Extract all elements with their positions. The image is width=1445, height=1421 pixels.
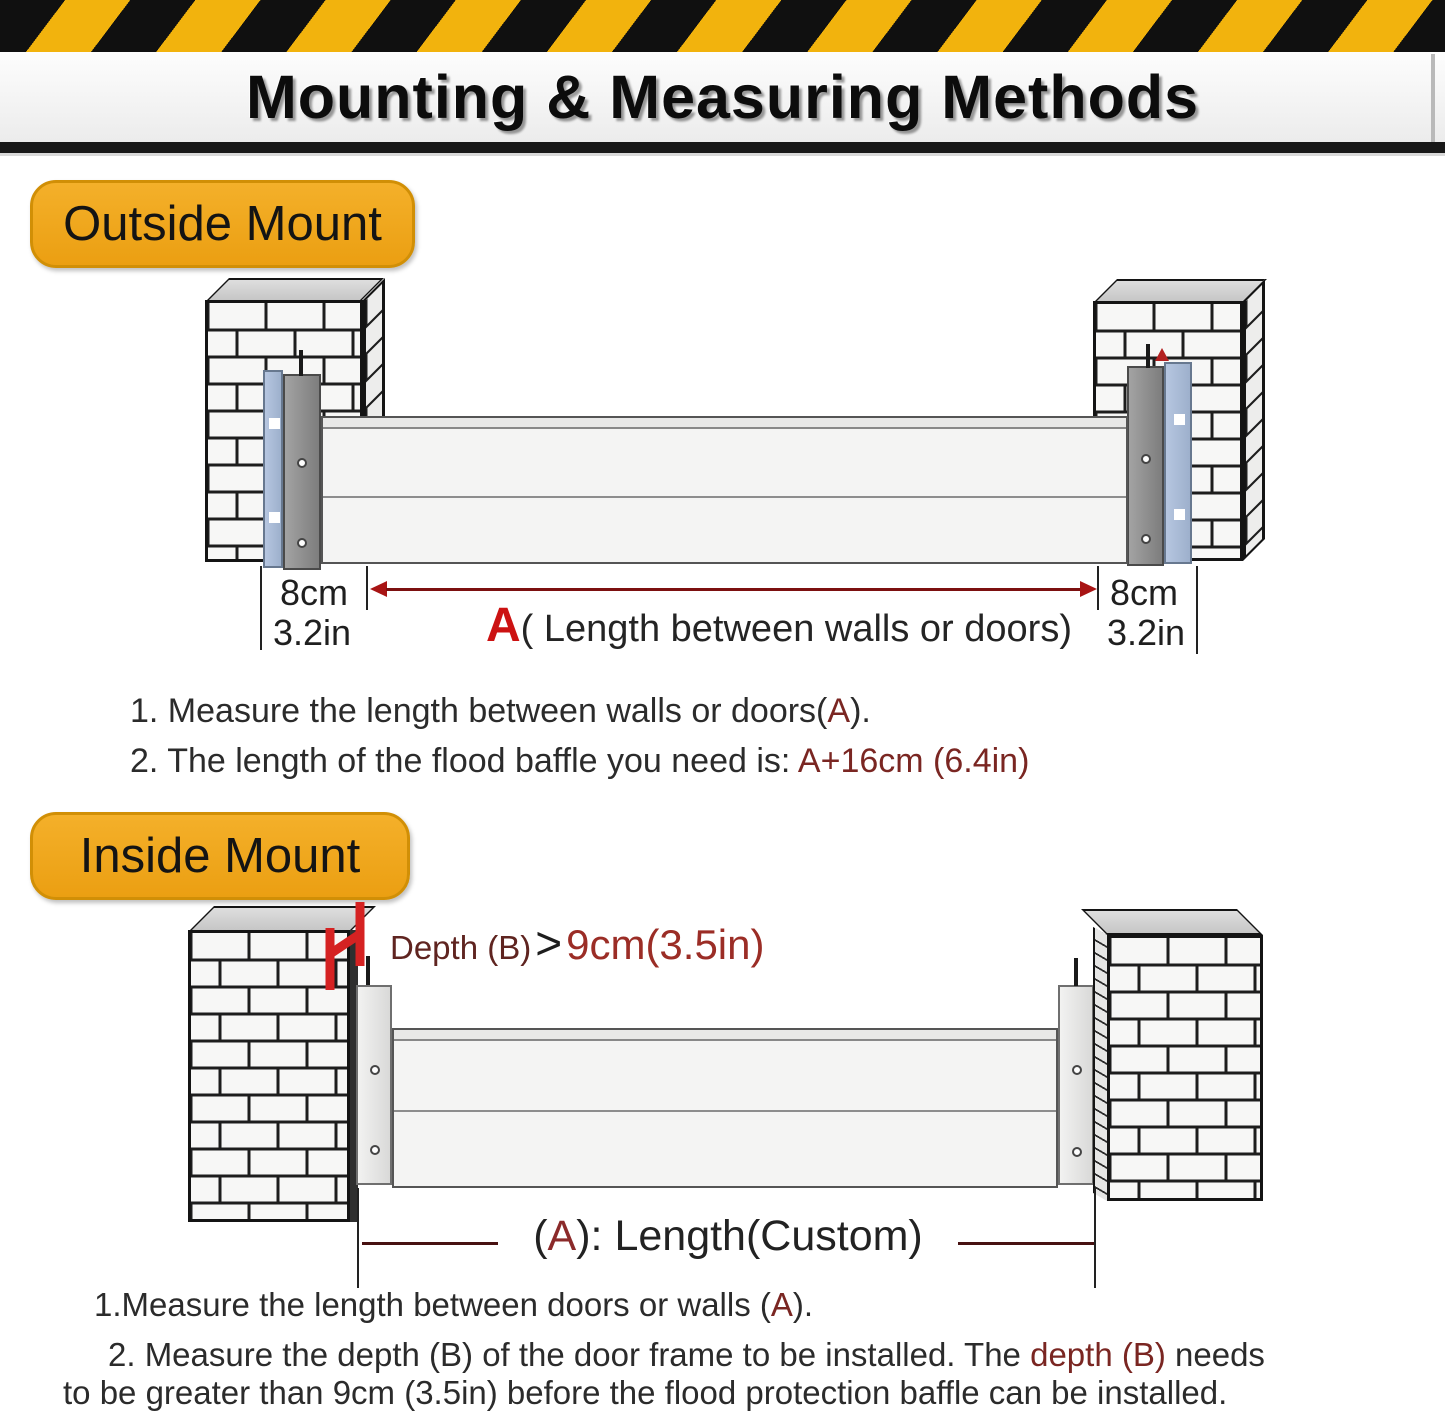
hazard-stripe-banner <box>0 0 1445 52</box>
header-divider-bar <box>0 142 1445 153</box>
mounting-rail-seal-left <box>263 370 283 568</box>
photo-edge-line <box>1431 54 1435 142</box>
screw-dot <box>1072 1065 1082 1075</box>
instruction-highlight: A <box>770 1286 793 1323</box>
flood-barrier-inside <box>392 1028 1058 1188</box>
depth-value: 9cm(3.5in) <box>566 921 765 968</box>
instruction-highlight: A <box>827 692 851 730</box>
red-arrow-up-icon <box>1155 348 1169 361</box>
dimension-tick <box>366 566 368 610</box>
anchor-bolt <box>1146 344 1150 368</box>
label-highlight: A <box>547 1212 577 1260</box>
seal-dot <box>269 418 280 429</box>
span-length-text: ( Length between walls or doors) <box>520 608 1072 650</box>
mounting-rail-left-outside <box>283 374 321 570</box>
label-text: ): Length(Custom) <box>576 1212 923 1260</box>
instruction-text: 1.Measure the length between doors or walls ( <box>94 1286 771 1323</box>
barrier-panel-divider <box>394 1110 1056 1112</box>
depth-bracket-marker <box>316 892 380 996</box>
dim-label-left-cm: 8cm <box>279 572 348 613</box>
title-band <box>0 52 1445 142</box>
inside-mount-badge <box>30 812 410 900</box>
pillar-top-face <box>205 278 384 302</box>
screw-dot <box>370 1065 380 1075</box>
barrier-panel-divider <box>323 496 1126 498</box>
dimension-tick <box>357 1188 359 1288</box>
barrier-top-lip <box>323 418 1126 429</box>
instruction-text: ). <box>792 1286 814 1323</box>
inside-instruction-2-line2: to be greater than 9cm (3.5in) before the flood protection baffle can be installed. <box>63 1374 1228 1411</box>
seal-dot <box>1174 509 1185 520</box>
instruction-highlight: depth (B) <box>1030 1336 1166 1373</box>
span-length-label <box>486 598 1072 653</box>
mounting-rail-left-inside <box>356 985 392 1185</box>
screw-dot <box>1141 454 1151 464</box>
span-length-A: A <box>486 599 521 652</box>
mounting-rail-seal-right <box>1164 362 1192 564</box>
screw-dot <box>297 458 307 468</box>
anchor-bolt <box>299 350 303 376</box>
dimension-tick <box>1094 1188 1096 1288</box>
instruction-text: 2. Measure the depth (B) of the door frame to be installed. The <box>108 1336 1031 1373</box>
pillar-inner-face <box>1093 927 1107 1201</box>
seal-dot <box>1174 414 1185 425</box>
inside-instruction-2-line1 <box>108 1336 1265 1374</box>
dimension-line-segment <box>362 1242 498 1245</box>
outside-instruction-1 <box>130 692 871 731</box>
dimension-tick <box>1196 566 1198 654</box>
screw-dot <box>370 1145 380 1155</box>
dimension-arrowhead-right <box>1080 581 1097 597</box>
outside-mount-badge-label: Outside Mount <box>63 197 382 251</box>
dim-label-right-in: 3.2in <box>1106 612 1186 653</box>
outside-mount-badge <box>30 180 415 268</box>
pillar-top-face <box>1081 909 1263 935</box>
seal-dot <box>269 512 280 523</box>
instruction-text: needs <box>1165 1336 1265 1373</box>
dim-label-left-in: 3.2in <box>272 612 352 653</box>
custom-length-label <box>498 1212 958 1261</box>
pillar-top-face <box>1093 279 1267 303</box>
dimension-arrowhead-left <box>370 581 387 597</box>
label-text: ( <box>533 1212 548 1260</box>
page-title: Mounting & Measuring Methods <box>245 63 1200 131</box>
depth-annotation <box>390 916 765 970</box>
barrier-top-lip <box>394 1030 1056 1041</box>
anchor-bolt <box>1074 958 1078 986</box>
mounting-rail-right-outside <box>1127 366 1164 566</box>
mounting-rail-right-inside <box>1058 985 1094 1185</box>
brick-pillar-right-inside <box>1107 935 1263 1201</box>
dim-label-right-cm: 8cm <box>1109 572 1178 613</box>
greater-than-sign: > <box>535 917 563 969</box>
flood-barrier-outside <box>321 416 1128 564</box>
instruction-text: ). <box>850 692 871 730</box>
screw-dot <box>297 538 307 548</box>
inside-instruction-1 <box>94 1286 813 1324</box>
screw-dot <box>1141 534 1151 544</box>
anchor-bolt <box>366 956 370 986</box>
screw-dot <box>1072 1147 1082 1157</box>
instruction-highlight: A+16cm (6.4in) <box>797 742 1030 780</box>
inside-mount-badge-label: Inside Mount <box>79 829 361 883</box>
dimension-arrow <box>386 588 1080 591</box>
outside-instruction-2 <box>130 742 1029 781</box>
dimension-line-segment <box>958 1242 1094 1245</box>
instruction-text: 2. The length of the flood baffle you need is: <box>130 742 798 780</box>
instruction-text: 1. Measure the length between walls or doors( <box>130 692 828 730</box>
pillar-side-face <box>1243 279 1265 561</box>
depth-label: Depth (B) <box>390 929 532 966</box>
